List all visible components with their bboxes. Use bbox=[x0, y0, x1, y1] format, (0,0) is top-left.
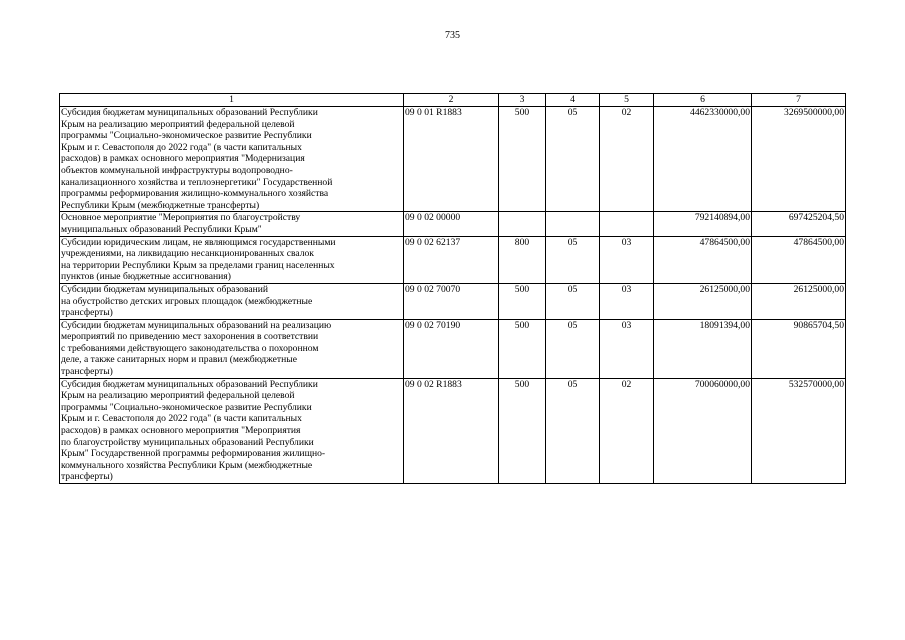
column-header: 6 bbox=[654, 94, 752, 107]
column-header: 7 bbox=[752, 94, 846, 107]
subsection-cell: 02 bbox=[600, 378, 654, 483]
section-cell: 05 bbox=[546, 319, 600, 378]
header-row bbox=[60, 94, 846, 107]
section-cell: 05 bbox=[546, 107, 600, 212]
expense-type-cell: 500 bbox=[499, 319, 546, 378]
target-article-cell: 09 0 02 70070 bbox=[404, 283, 499, 319]
amount-cell-first: 18091394,00 bbox=[654, 319, 752, 378]
budget-table bbox=[59, 93, 846, 484]
page-number: 735 bbox=[445, 30, 460, 41]
section-cell bbox=[546, 212, 600, 236]
table-row bbox=[60, 319, 846, 378]
column-header: 4 bbox=[546, 94, 600, 107]
column-header: 5 bbox=[600, 94, 654, 107]
subsection-cell: 03 bbox=[600, 319, 654, 378]
target-article-cell: 09 0 02 R1883 bbox=[404, 378, 499, 483]
amount-cell-first: 26125000,00 bbox=[654, 283, 752, 319]
expense-type-cell: 800 bbox=[499, 236, 546, 283]
section-cell: 05 bbox=[546, 283, 600, 319]
expense-type-cell bbox=[499, 212, 546, 236]
amount-cell-second: 532570000,00 bbox=[752, 378, 846, 483]
expense-name-cell: Основное мероприятие "Мероприятия по благоустройству муниципальных образований Республики Крым" bbox=[60, 212, 404, 236]
target-article-cell: 09 0 02 62137 bbox=[404, 236, 499, 283]
table-row bbox=[60, 236, 846, 283]
subsection-cell: 03 bbox=[600, 283, 654, 319]
expense-name-cell: Субсидии юридическим лицам, не являющимся государственными учреждениями, на ликвидацию несанкционированных свалок на территории Республики Крым за пределами границ населенных пунктов (иные бюджетные ассигнования) bbox=[60, 236, 404, 283]
subsection-cell: 02 bbox=[600, 107, 654, 212]
subsection-cell: 03 bbox=[600, 236, 654, 283]
amount-cell-second: 26125000,00 bbox=[752, 283, 846, 319]
expense-type-cell: 500 bbox=[499, 378, 546, 483]
amount-cell-second: 697425204,50 bbox=[752, 212, 846, 236]
column-header: 1 bbox=[60, 94, 404, 107]
amount-cell-second: 90865704,50 bbox=[752, 319, 846, 378]
expense-type-cell: 500 bbox=[499, 107, 546, 212]
amount-cell-first: 47864500,00 bbox=[654, 236, 752, 283]
column-header: 2 bbox=[404, 94, 499, 107]
table-row bbox=[60, 107, 846, 212]
table-row bbox=[60, 283, 846, 319]
expense-name-cell: Субсидия бюджетам муниципальных образований Республики Крым на реализацию мероприятий федеральной целевой программы "Социально-экономическое развитие Республики Крым и г. Севастополя до 2022 года" (в части капитальных расходов) в рамках основного мероприятия "Мероприятия по благоустройству муниципальных образований Республики Крым" Государственной программы реформирования жилищно- коммунального хозяйства Республики Крым (межбюджетные трансферты) bbox=[60, 378, 404, 483]
amount-cell-second: 3269500000,00 bbox=[752, 107, 846, 212]
expense-type-cell: 500 bbox=[499, 283, 546, 319]
column-header: 3 bbox=[499, 94, 546, 107]
amount-cell-first: 792140894,00 bbox=[654, 212, 752, 236]
section-cell: 05 bbox=[546, 236, 600, 283]
table-row bbox=[60, 212, 846, 236]
amount-cell-first: 700060000,00 bbox=[654, 378, 752, 483]
amount-cell-first: 4462330000,00 bbox=[654, 107, 752, 212]
section-cell: 05 bbox=[546, 378, 600, 483]
target-article-cell: 09 0 02 00000 bbox=[404, 212, 499, 236]
amount-cell-second: 47864500,00 bbox=[752, 236, 846, 283]
expense-name-cell: Субсидия бюджетам муниципальных образований Республики Крым на реализацию мероприятий федеральной целевой программы "Социально-экономическое развитие Республики Крым и г. Севастополя до 2022 года" (в части капитальных расходов) в рамках основного мероприятия "Модернизация объектов коммунальной инфраструктуры водопроводно- канализационного хозяйства и теплоэнергетики" Государственной программы реформирования жилищно-коммунального хозяйства Республики Крым (межбюджетные трансферты) bbox=[60, 107, 404, 212]
expense-name-cell: Субсидии бюджетам муниципальных образований на обустройство детских игровых площадок (межбюджетные трансферты) bbox=[60, 283, 404, 319]
subsection-cell bbox=[600, 212, 654, 236]
target-article-cell: 09 0 01 R1883 bbox=[404, 107, 499, 212]
table-row bbox=[60, 378, 846, 483]
target-article-cell: 09 0 02 70190 bbox=[404, 319, 499, 378]
expense-name-cell: Субсидии бюджетам муниципальных образований на реализацию мероприятий по приведению мест захоронения в соответствии с требованиями действующего законодательства о похоронном деле, а также санитарных норм и правил (межбюджетные трансферты) bbox=[60, 319, 404, 378]
